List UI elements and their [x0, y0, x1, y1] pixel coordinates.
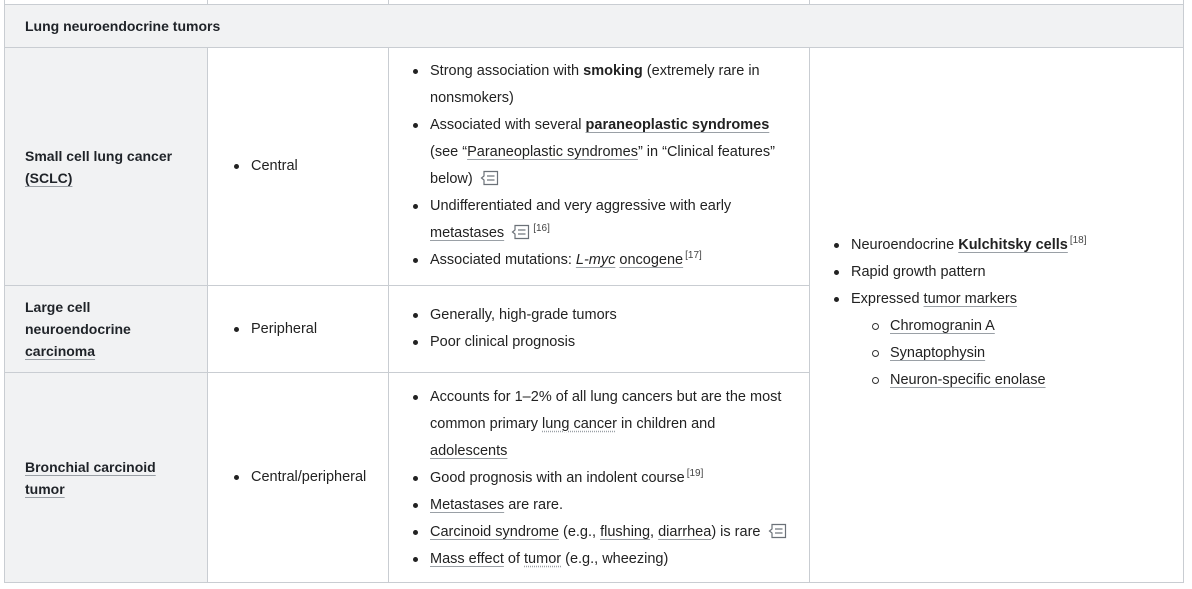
list-item: Generally, high-grade tumors [411, 302, 795, 329]
adolescents-link[interactable]: adolescents [430, 443, 508, 459]
note-icon[interactable] [511, 223, 531, 241]
row-name-cell-sclc [4, 47, 208, 286]
neuron-specific-enolase-link[interactable]: Neuron-specific enolase [890, 372, 1046, 388]
list-item: Expressed tumor markers Chromogranin A Synaptophysin Neuron-specific enolase [832, 286, 1087, 394]
row-features-cell-carcinoid [388, 372, 810, 583]
list-item: Poor clinical prognosis [411, 329, 795, 356]
reference-19[interactable]: [19] [686, 468, 704, 480]
list-item: Mass effect of tumor (e.g., wheezing) [411, 546, 795, 573]
diarrhea-link[interactable]: diarrhea [658, 524, 712, 540]
row-name-sclc: Small cell lung cancer (SCLC) [25, 147, 173, 186]
paraneoplastic-syndromes-link[interactable]: paraneoplastic syndromes [585, 117, 770, 133]
list-item: Carcinoid syndrome (e.g., flushing, diarrhea) is rare [411, 519, 795, 546]
reference-18[interactable]: [18] [1069, 235, 1087, 247]
carcinoid-syndrome-link[interactable]: Carcinoid syndrome [430, 524, 559, 540]
metastases-link[interactable]: metastases [430, 225, 505, 241]
list-item: Associated mutations: L-myc oncogene [17] [411, 247, 795, 274]
mass-effect-link[interactable]: Mass effect [430, 551, 504, 567]
list-item: Metastases are rare. [411, 492, 795, 519]
note-icon[interactable] [480, 169, 500, 187]
location-carcinoid: Central/peripheral [232, 464, 366, 491]
kulchitsky-cells-link[interactable]: Kulchitsky cells [958, 237, 1068, 253]
paraneoplastic-syndromes-ref-link[interactable]: Paraneoplastic syndromes [467, 144, 638, 160]
lung-cancer-link[interactable]: lung cancer [542, 416, 617, 432]
reference-17[interactable]: [17] [685, 250, 702, 262]
tumor-markers-link[interactable]: tumor markers [923, 291, 1018, 307]
oncogene-link[interactable]: oncogene [619, 252, 684, 268]
list-item: Rapid growth pattern [832, 259, 1087, 286]
location-sclc: Central [232, 153, 298, 180]
list-item: Undifferentiated and very aggressive with early metastases [16] [411, 193, 795, 247]
l-myc-link[interactable]: L-myc [575, 252, 616, 268]
row-location-cell-carcinoid [207, 372, 389, 583]
smoking-link[interactable]: smoking [583, 63, 643, 79]
carcinoma-link[interactable]: carcinoma [25, 343, 96, 359]
list-item: Neuroendocrine Kulchitsky cells [18] [832, 232, 1087, 259]
flushing-link[interactable]: flushing [600, 524, 651, 540]
list-item: Accounts for 1–2% of all lung cancers but are the most common primary lung cancer in children and adolescents [411, 384, 795, 465]
marker-item [871, 340, 1087, 367]
location-lcnec: Peripheral [232, 316, 317, 343]
sclc-link[interactable]: (SCLC) [25, 169, 73, 186]
row-name-cell-carcinoid [4, 372, 208, 583]
bronchial-carcinoid-link[interactable]: Bronchial carcinoid tumor [25, 458, 156, 497]
synaptophysin-link[interactable]: Synaptophysin [890, 345, 986, 361]
row-name-cell-lcnec [4, 285, 208, 373]
row-features-cell-sclc [388, 47, 810, 286]
row-name-carcinoid [25, 456, 156, 500]
row-name-lcnec: Large cell neuroendocrine carcinoma [25, 299, 131, 359]
metastases-link[interactable]: Metastases [430, 497, 505, 513]
list-item: Strong association with smoking (extremely rare in nonsmokers) [411, 58, 795, 112]
marker-item [871, 367, 1087, 394]
list-item: Good prognosis with an indolent course [19] [411, 465, 795, 492]
chromogranin-a-link[interactable]: Chromogranin A [890, 318, 995, 334]
list-item: Associated with several paraneoplastic syndromes (see “Paraneoplastic syndromes” in “Clinical features” below) [411, 112, 795, 193]
row-location-cell-lcnec [207, 285, 389, 373]
note-icon[interactable] [768, 522, 788, 540]
shared-features-cell [809, 47, 1184, 583]
row-location-cell-sclc [207, 47, 389, 286]
row-features-cell-lcnec [388, 285, 810, 373]
tumor-link[interactable]: tumor [524, 551, 562, 567]
reference-16[interactable]: [16] [533, 223, 550, 235]
section-header [4, 4, 1184, 48]
marker-item [871, 313, 1087, 340]
section-title: Lung neuroendocrine tumors [25, 18, 221, 34]
